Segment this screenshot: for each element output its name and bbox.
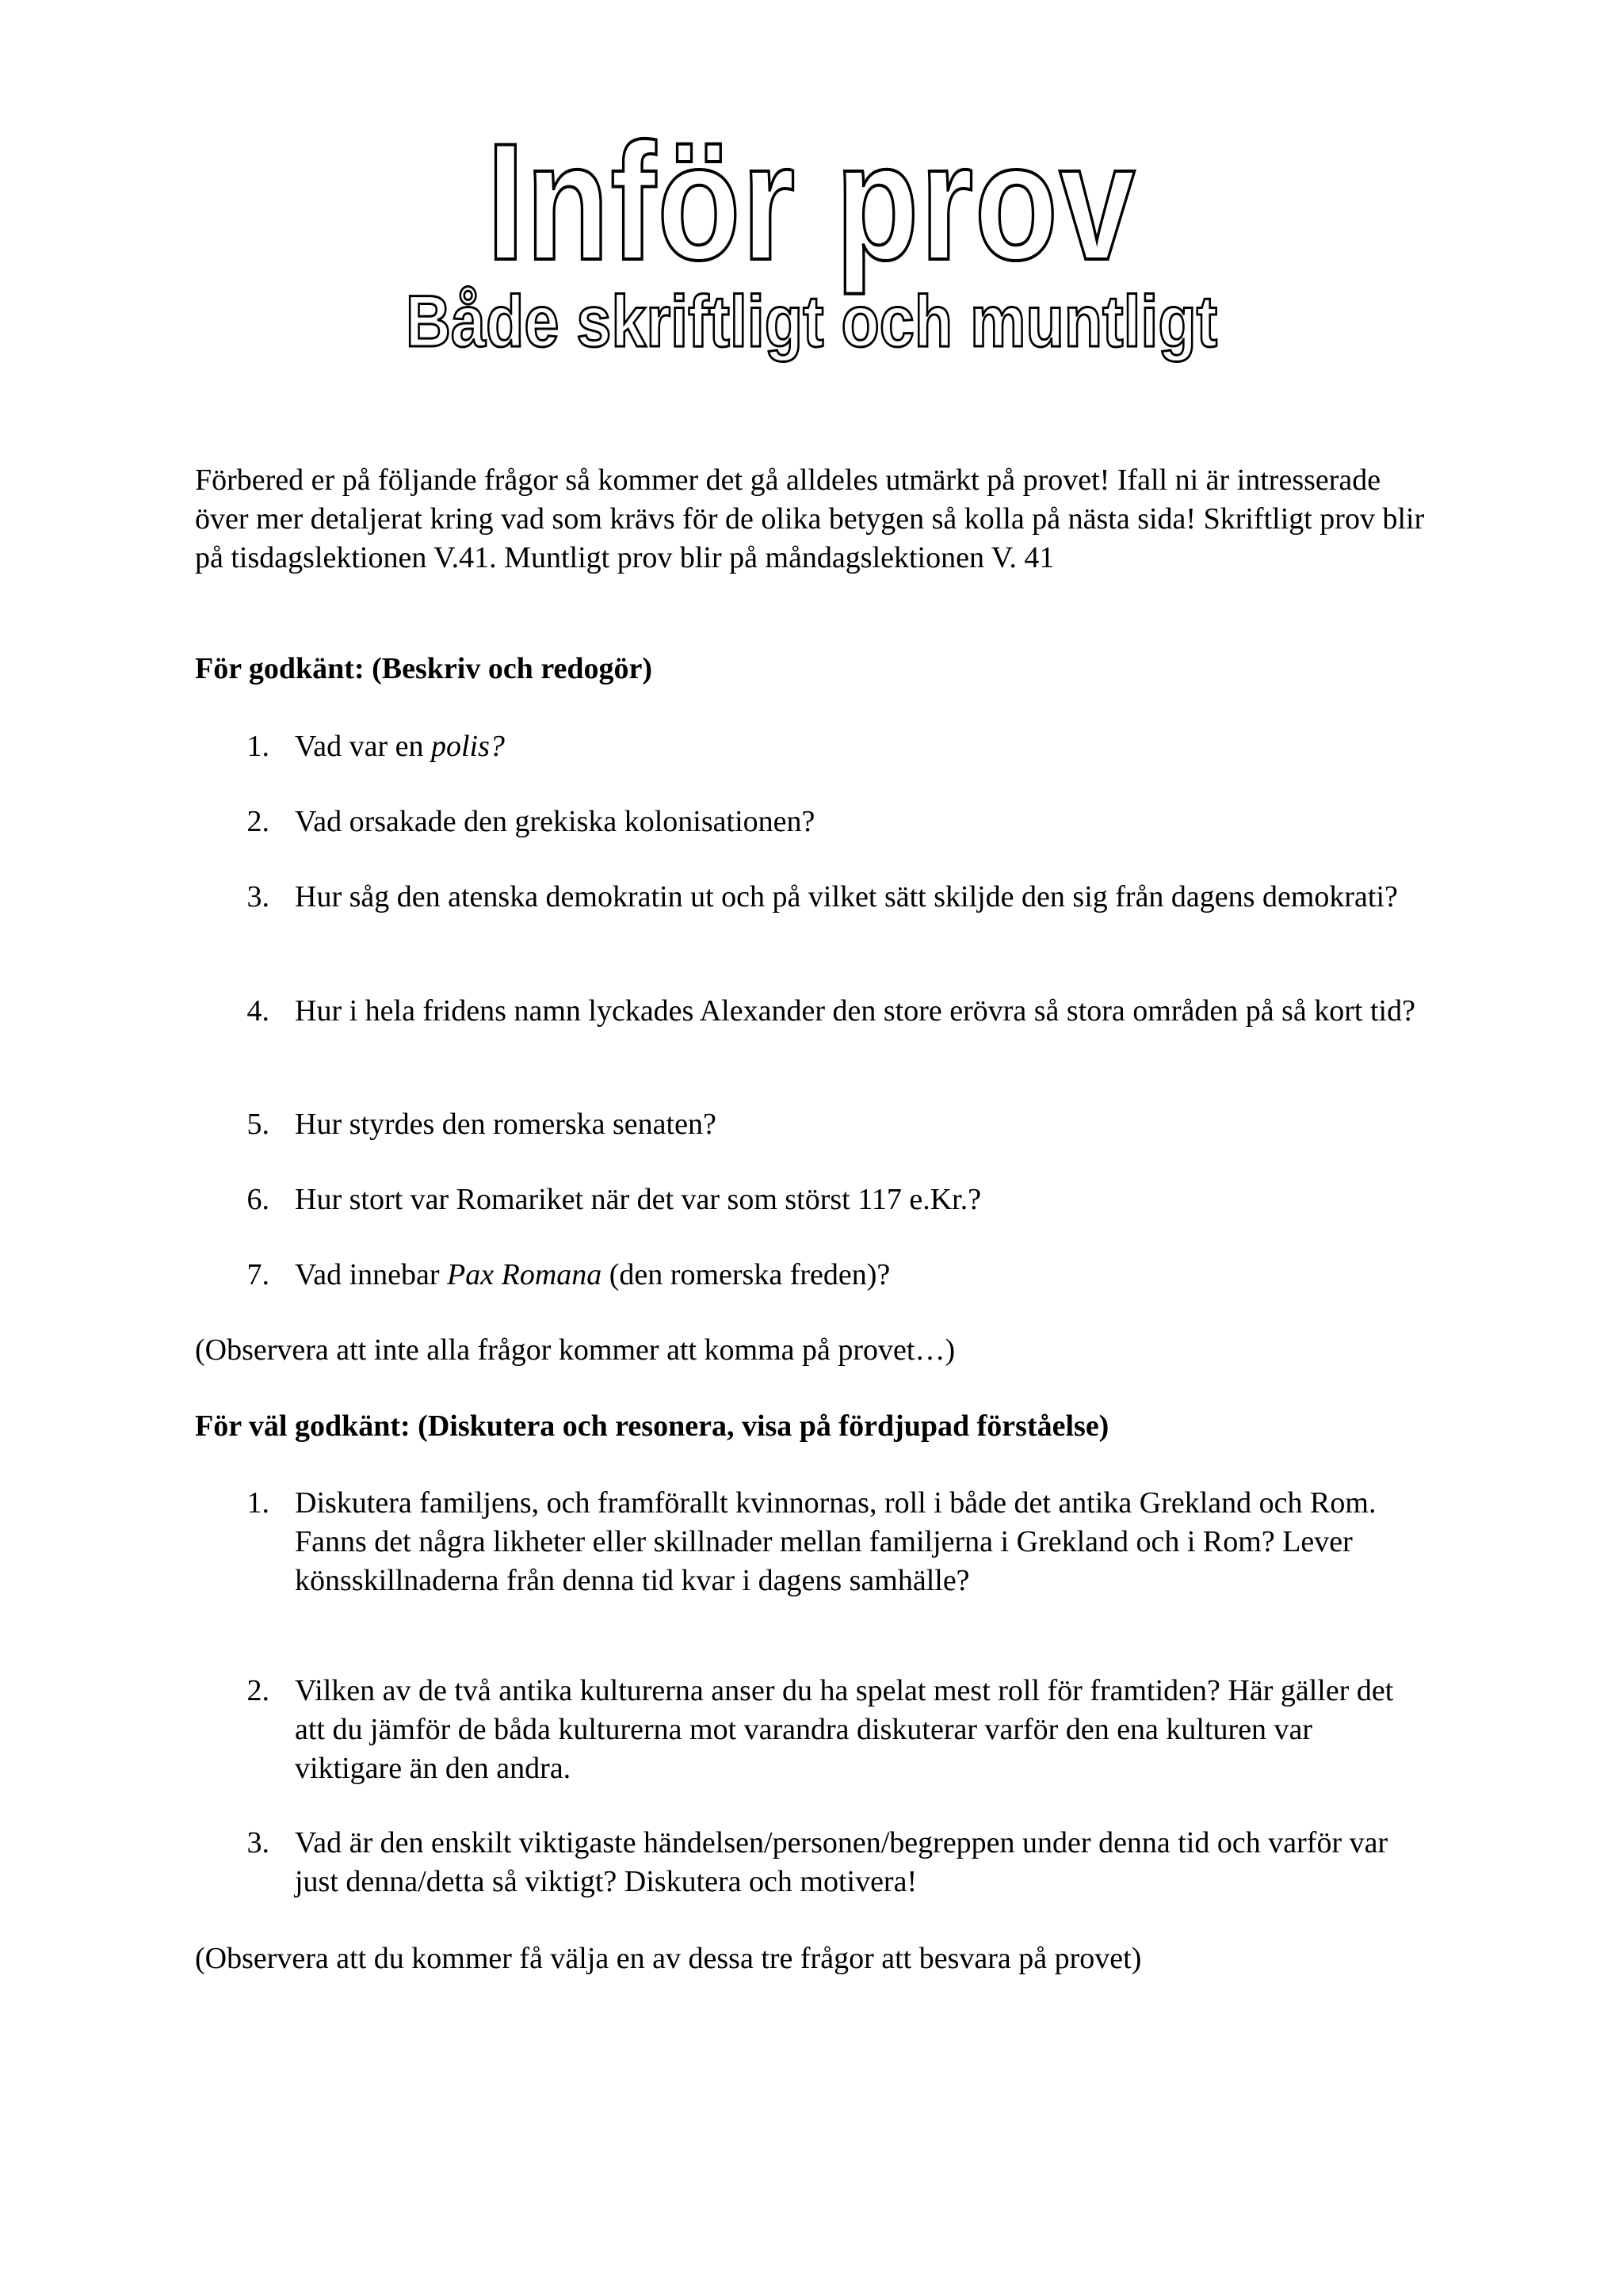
question-text: Hur styrdes den romerska senaten? <box>295 1108 716 1141</box>
question-text: Hur stort var Romariket när det var som störst 117 e.Kr.? <box>295 1183 982 1216</box>
question-number: 2. <box>246 805 269 838</box>
intro-paragraph: Förbered er på följande frågor så kommer det gå alldeles utmärkt på provet! Ifall ni är intresserade över mer detaljerat kring vad som krävs för de olika betygen så kolla på nästa sida! Skriftligt prov blir på tisdagslektionen V.41. Muntligt prov blir på måndagslektionen V. 41 <box>195 463 1425 574</box>
question-text: Vilken av de två antika kulturerna anser du ha spelat mest roll för framtiden? Här gäller det att du jämför de båda kulturerna mot varandra diskuterar varför den ena kulturen var viktigare än den andra. <box>295 1674 1394 1785</box>
question-number: 7. <box>246 1258 269 1291</box>
page-subtitle: Både skriftligt och muntligt <box>405 281 1218 362</box>
question-number: 3. <box>246 1826 269 1859</box>
question-number: 1. <box>246 730 269 763</box>
question-text: Hur såg den atenska demokratin ut och på vilket sätt skiljde den sig från dagens demokrati? <box>295 880 1398 913</box>
question-text: Vad är den enskilt viktigaste händelsen/personen/begreppen under denna tid och varför var just denna/detta så viktigt? Diskutera och motivera! <box>295 1826 1388 1898</box>
question-text: Vad var en polis? <box>295 730 505 763</box>
question-number: 6. <box>246 1183 269 1216</box>
question-number: 5. <box>246 1108 269 1141</box>
question-number: 2. <box>246 1674 269 1707</box>
question-text: Vad orsakade den grekiska kolonisationen? <box>295 805 815 838</box>
note-godkant: (Observera att inte alla frågor kommer att komma på provet…) <box>195 1333 956 1367</box>
question-number: 3. <box>246 880 269 913</box>
section-heading-godkant: För godkänt: (Beskriv och redogör) <box>195 652 653 685</box>
question-number: 1. <box>246 1486 269 1520</box>
question-text: Hur i hela fridens namn lyckades Alexander den store erövra så stora områden på så kort tid? <box>295 994 1415 1028</box>
note-val-godkant: (Observera att du kommer få välja en av dessa tre frågor att besvara på provet) <box>195 1942 1142 1975</box>
page-title: Inför prov <box>487 109 1136 295</box>
question-number: 4. <box>246 994 269 1028</box>
section-heading-val-godkant: För väl godkänt: (Diskutera och resonera, visa på fördjupad förståelse) <box>195 1409 1109 1443</box>
question-text: Diskutera familjens, och framförallt kvinnornas, roll i både det antika Grekland och Rom. Fanns det några likheter eller skillnader mellan familjerna i Grekland och i Rom? Lever könsskillnaderna från denna tid kvar i dagens samhälle? <box>295 1486 1377 1597</box>
question-text: Vad innebar Pax Romana (den romerska freden)? <box>295 1258 891 1291</box>
